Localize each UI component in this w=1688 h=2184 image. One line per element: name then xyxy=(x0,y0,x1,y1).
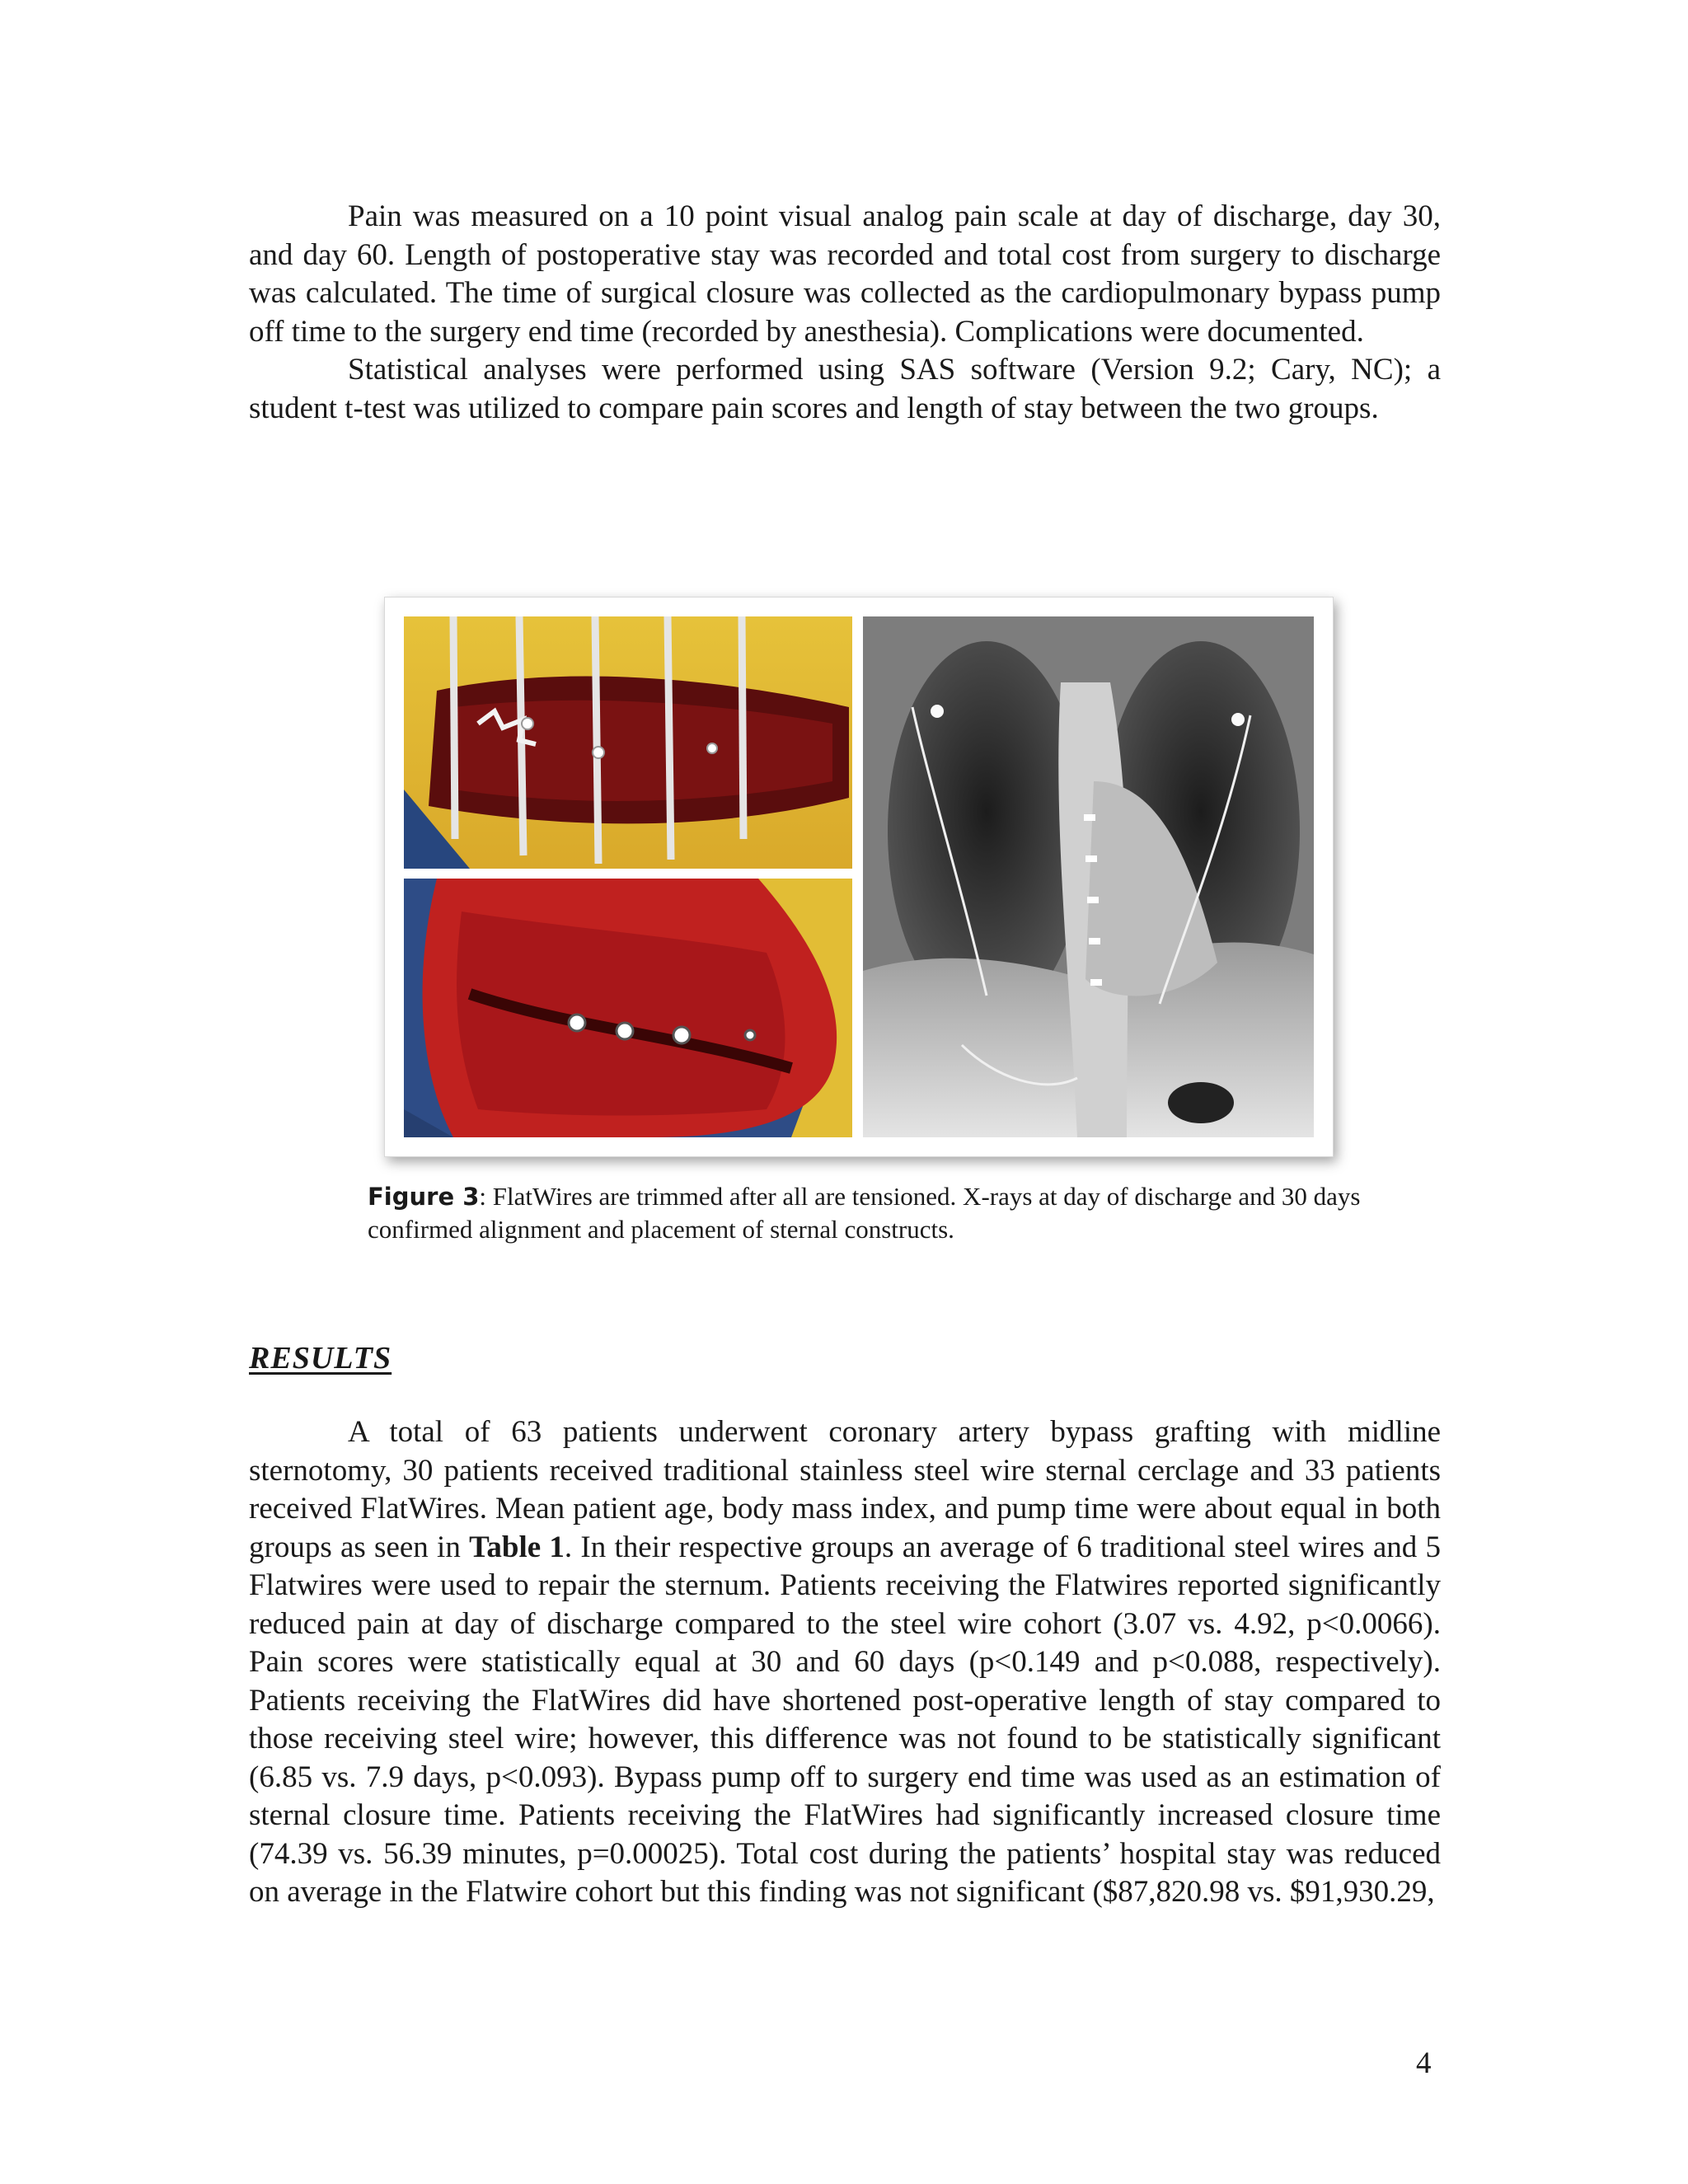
figure-3 xyxy=(384,597,1334,1157)
figure-caption xyxy=(368,1180,1398,1246)
methods-paragraph-1: Pain was measured on a 10 point visual analog pain scale at day of discharge, day 30, and day 60. Length of postoperative stay was recorded and total cost from surgery to discharge was calculated. The time of surgical closure was collected as the cardiopulmonary bypass pump off time to the surgery end time (recorded by anesthesia). Complications were documented. xyxy=(249,199,1441,349)
methods-paragraph-2: Statistical analyses were performed using SAS software (Version 9.2; Cary, NC); a student t-test was utilized to compare pain scores and length of stay between the two groups. xyxy=(249,353,1441,425)
chest-xray xyxy=(863,616,1314,1137)
surgical-photo-wires-tensioned xyxy=(404,616,852,869)
page-number: 4 xyxy=(1416,2046,1432,2080)
results-text-part-2: . In their respective groups an average of 6 traditional steel wires and 5 Flatwires were used to repair the sternum. Patients receiving the Flatwires reported significantly reduced pain at day of discharge compared to the steel wire cohort (3.07 vs. 4.92, p<0.0066). Pain scores were statistically equal at 30 and 60 days (p<0.149 and p<0.088, respectively). Patients receiving the FlatWires did have shortened post-operative length of stay compared to those receiving steel wire; however, this difference was not found to be statistically significant (6.85 vs. 7.9 days, p<0.093). Bypass pump off to surgery end time was used as an estimation of sternal closure time. Patients receiving the FlatWires had significantly increased closure time (74.39 vs. 56.39 minutes, p=0.00025). Total cost during the patients’ hospital stay was reduced on average in the Flatwire cohort but this finding was not significant ($87,820.98 vs. $91,930.29, xyxy=(249,1530,1441,1909)
results-text-part-1: A total of 63 patients underwent coronary artery bypass grafting with midline sternotomy, 30 patients received traditional stainless steel wire sternal cerclage and 33 patients received FlatWires. Mean patient age, body mass index, and pump time were about equal in both groups as seen in xyxy=(249,1415,1441,1564)
results-text xyxy=(249,1413,1441,1912)
results-heading: RESULTS xyxy=(249,1341,392,1376)
figure-caption-text: : FlatWires are trimmed after all are tensioned. X-rays at day of discharge and 30 days confirmed alignment and placement of sternal constructs. xyxy=(368,1182,1361,1244)
surgical-photo-wires-trimmed xyxy=(404,879,852,1137)
methods-text xyxy=(249,198,1441,428)
figure-label: Figure 3 xyxy=(368,1183,480,1211)
table-reference: Table 1 xyxy=(469,1530,565,1564)
results-paragraph xyxy=(249,1413,1441,1912)
